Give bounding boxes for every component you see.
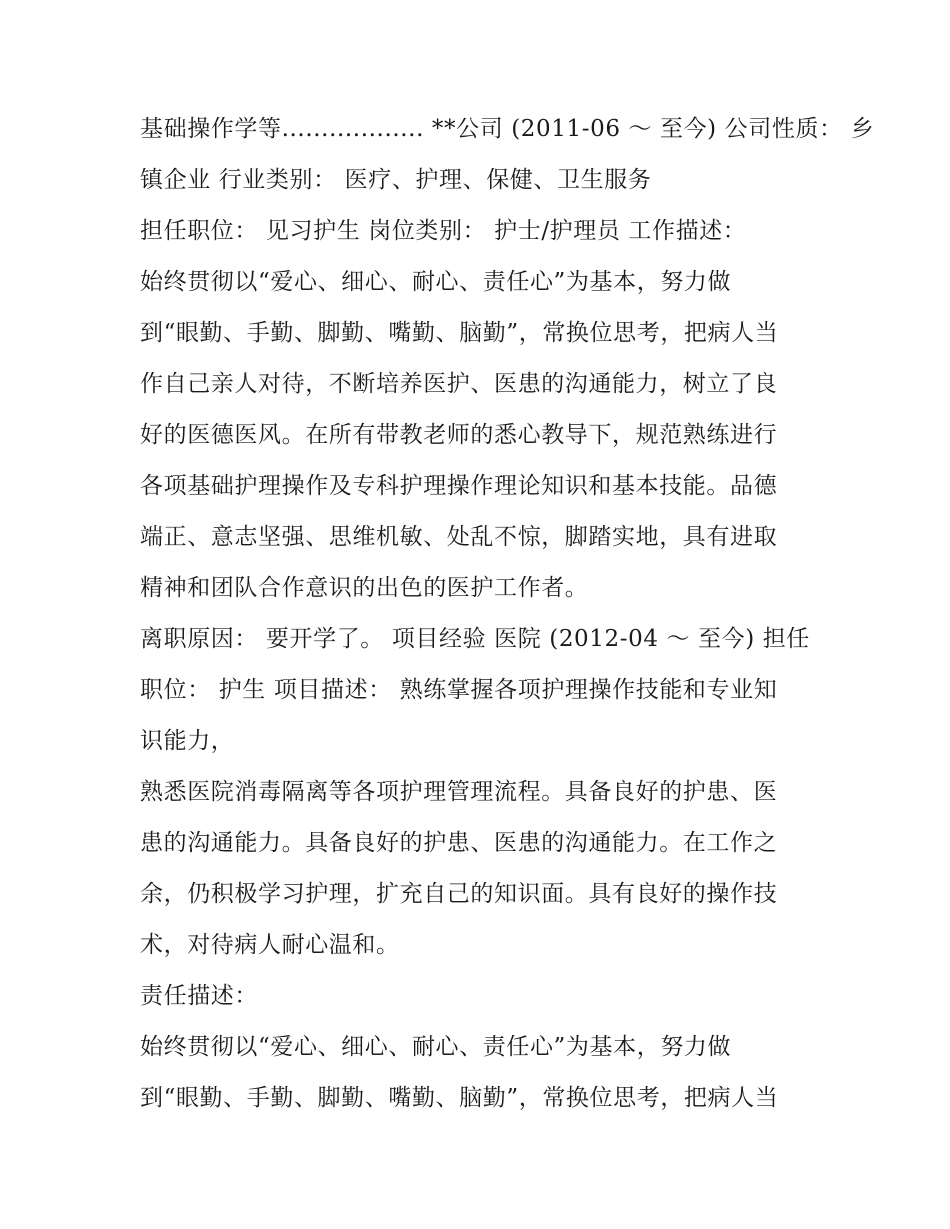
text-line: 职位： 护生 项目描述： 熟练掌握各项护理操作技能和专业知 <box>140 677 778 703</box>
text-line: 识能力， <box>140 728 235 754</box>
text-line: 熟悉医院消毒隔离等各项护理管理流程。具备良好的护患、医 <box>140 779 778 805</box>
document-body <box>140 104 875 1124</box>
text-line: 端正、意志坚强、思维机敏、处乱不惊，脚踏实地，具有进取 <box>140 524 778 550</box>
text-line: 作自己亲人对待，不断培养医护、医患的沟通能力，树立了良 <box>140 371 778 397</box>
text-line: 始终贯彻以“爱心、细心、耐心、责任心”为基本，努力做 <box>140 1034 732 1060</box>
text-line: 好的医德医风。在所有带教老师的悉心教导下，规范熟练进行 <box>140 422 778 448</box>
text-line: 基础操作学等.................. **公司 (2011-06 ～ 至今) 公司性质： 乡 <box>140 116 875 142</box>
text-line: 镇企业 行业类别： 医疗、护理、保健、卫生服务 <box>140 167 652 193</box>
text-line: 精神和团队合作意识的出色的医护工作者。 <box>140 575 589 601</box>
text-line: 责任描述： <box>140 983 258 1009</box>
text-line: 术，对待病人耐心温和。 <box>140 932 400 958</box>
text-line: 到“眼勤、手勤、脚勤、嘴勤、脑勤”，常换位思考，把病人当 <box>140 1085 779 1111</box>
text-line: 担任职位： 见习护生 岗位类别： 护士/护理员 工作描述： <box>140 218 747 244</box>
text-line: 始终贯彻以“爱心、细心、耐心、责任心”为基本，努力做 <box>140 269 732 295</box>
text-line: 余，仍积极学习护理，扩充自己的知识面。具有良好的操作技 <box>140 881 778 907</box>
text-line: 离职原因： 要开学了。 项目经验 医院 (2012-04 ～ 至今) 担任 <box>140 626 810 652</box>
text-line: 各项基础护理操作及专科护理操作理论知识和基本技能。品德 <box>140 473 778 499</box>
text-line: 患的沟通能力。具备良好的护患、医患的沟通能力。在工作之 <box>140 830 778 856</box>
text-line: 到“眼勤、手勤、脚勤、嘴勤、脑勤”，常换位思考，把病人当 <box>140 320 779 346</box>
